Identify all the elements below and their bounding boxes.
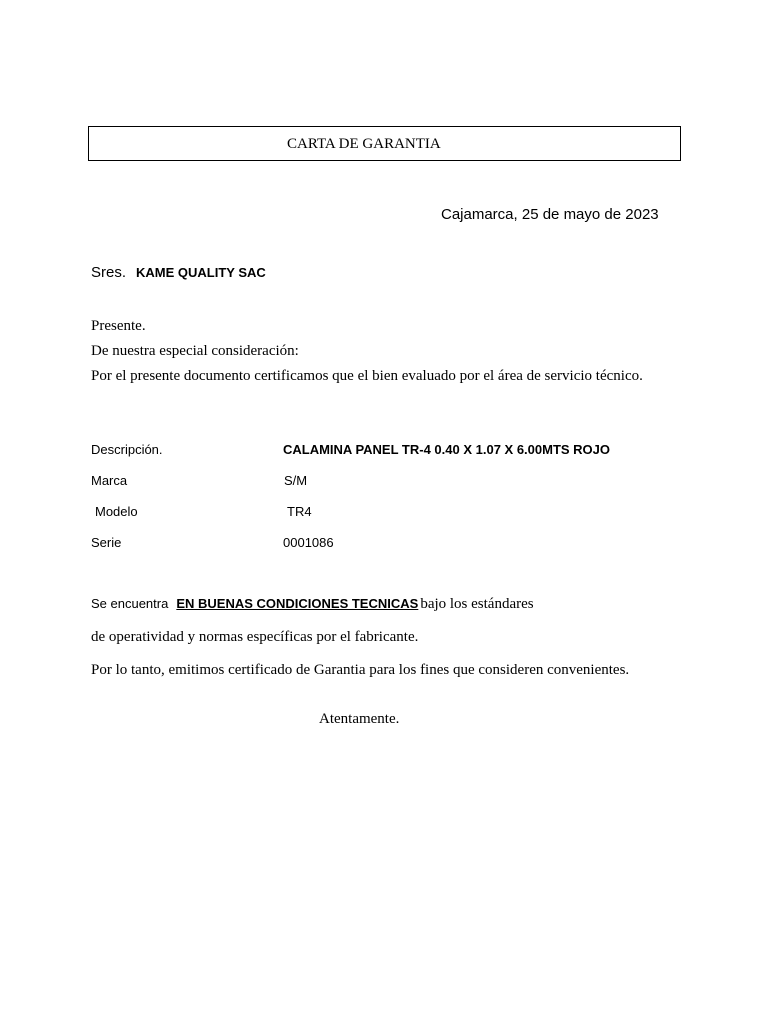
- modelo-value: TR4: [287, 504, 312, 519]
- marca-label: Marca: [91, 473, 128, 488]
- descripcion-label: Descripción.: [91, 442, 163, 457]
- date-line: Cajamarca, 25 de mayo de 2023: [441, 206, 659, 223]
- title-box: [88, 126, 681, 161]
- condition-emphasis: EN BUENAS CONDICIONES TECNICAS: [176, 596, 419, 611]
- recipient-company: KAME QUALITY SAC: [136, 265, 266, 280]
- presente-line: Presente.: [91, 318, 146, 334]
- serie-label: Serie: [91, 535, 122, 550]
- operatividad-line: de operatividad y normas específicas por el fabricante.: [91, 629, 419, 645]
- certifica-line: Por el presente documento certificamos que el bien evaluado por el área de servicio técnico.: [91, 368, 643, 384]
- closing-line: Atentamente.: [319, 711, 400, 727]
- condition-line: [91, 596, 534, 613]
- condition-prefix: Se encuentra: [91, 596, 169, 611]
- document-title: CARTA DE GARANTIA: [287, 136, 441, 152]
- serie-value: 0001086: [283, 535, 334, 550]
- marca-value: S/M: [284, 473, 308, 488]
- por-lo-tanto-line: Por lo tanto, emitimos certificado de Garantia para los fines que consideren convenientes.: [91, 662, 630, 678]
- recipient-prefix: Sres.: [91, 264, 127, 281]
- condition-suffix: bajo los estándares: [420, 596, 534, 612]
- modelo-label: Modelo: [95, 504, 138, 519]
- descripcion-value: CALAMINA PANEL TR-4 0.40 X 1.07 X 6.00MTS ROJO: [283, 442, 611, 457]
- consideracion-line: De nuestra especial consideración:: [91, 343, 299, 359]
